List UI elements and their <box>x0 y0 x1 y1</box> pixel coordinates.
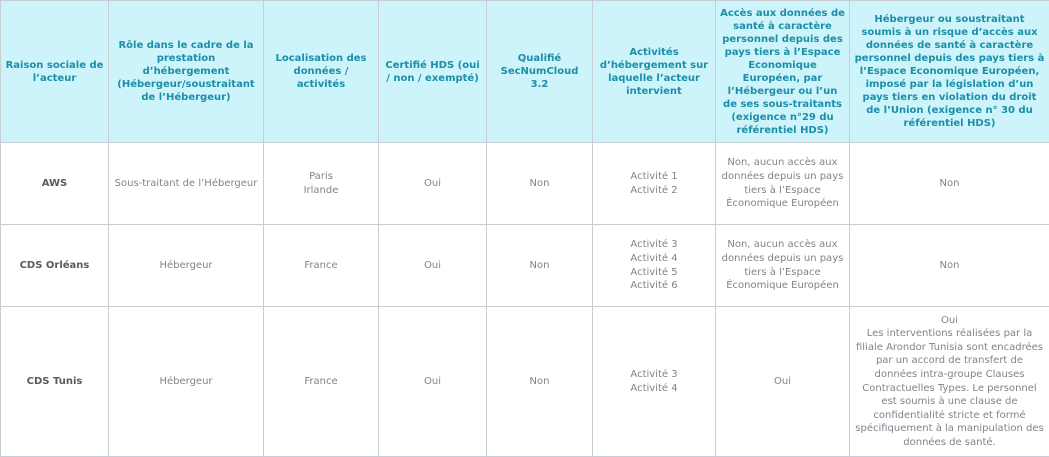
risk-cell: Non <box>850 143 1049 225</box>
risk-cell: Non <box>850 225 1049 307</box>
access-cell: Non, aucun accès aux données depuis un pays tiers à l’Espace Économique Européen <box>716 143 850 225</box>
activity-line: Activité 5 <box>597 266 711 280</box>
header-row <box>1 1 1049 143</box>
activity-line: Activité 6 <box>597 279 711 293</box>
company-name: CDS Orléans <box>1 225 109 307</box>
secnumcloud-cell: Non <box>487 225 593 307</box>
table-row <box>1 307 1049 457</box>
header-third-country-access: Accès aux données de santé à caractère personnel depuis des pays tiers à l’Espace Economique Européen, par l’Hébergeur ou l’un de ses sous-traitants (exigence n°29 du référentiel HDS) <box>716 1 850 143</box>
location-cell: France <box>264 307 379 457</box>
table-row <box>1 143 1049 225</box>
company-name: CDS Tunis <box>1 307 109 457</box>
activity-line: Activité 2 <box>597 184 711 198</box>
secnumcloud-cell: Non <box>487 143 593 225</box>
hds-cell: Oui <box>379 143 487 225</box>
header-activities: Activités d’hébergement sur laquelle l’acteur intervient <box>593 1 716 143</box>
activity-line: Activité 4 <box>597 252 711 266</box>
risk-detail: Les interventions réalisées par la filiale Arondor Tunisia sont encadrées par un accord de transfert de données intra-groupe Clauses Contractuelles Types. Le personnel est soumis à une clause de confidentialité stricte et formé spécifiquement à la manipulation des données de santé. <box>854 327 1045 449</box>
secnumcloud-cell: Non <box>487 307 593 457</box>
hds-cell: Oui <box>379 307 487 457</box>
location-cell <box>264 143 379 225</box>
activities-cell <box>593 225 716 307</box>
company-name: AWS <box>1 143 109 225</box>
role-cell: Hébergeur <box>109 225 264 307</box>
activity-line: Activité 4 <box>597 382 711 396</box>
hds-cell: Oui <box>379 225 487 307</box>
activity-line: Activité 3 <box>597 238 711 252</box>
table-row <box>1 225 1049 307</box>
activities-cell <box>593 307 716 457</box>
risk-answer: Oui <box>854 314 1045 328</box>
header-company-name: Raison sociale de l’acteur <box>1 1 109 143</box>
role-cell: Sous-traitant de l’Hébergeur <box>109 143 264 225</box>
access-cell: Non, aucun accès aux données depuis un pays tiers à l’Espace Économique Européen <box>716 225 850 307</box>
activity-line: Activité 3 <box>597 368 711 382</box>
header-location: Localisation des données / activités <box>264 1 379 143</box>
location-cell: France <box>264 225 379 307</box>
header-hds-certified: Certifié HDS (oui / non / exempté) <box>379 1 487 143</box>
header-role: Rôle dans le cadre de la prestation d’hébergement (Hébergeur/soustraitant de l’Hébergeur) <box>109 1 264 143</box>
risk-cell <box>850 307 1049 457</box>
access-cell: Oui <box>716 307 850 457</box>
activities-cell <box>593 143 716 225</box>
activity-line: Activité 1 <box>597 170 711 184</box>
header-secnumcloud: Qualifié SecNumCloud 3.2 <box>487 1 593 143</box>
location-line: Paris <box>268 170 374 184</box>
header-third-country-risk: Hébergeur ou soustraitant soumis à un risque d’accès aux données de santé à caractère personnel depuis des pays tiers à l’Espace Economique Européen, imposé par la législation d’un pays tiers en violation du droit de l’Union (exigence n° 30 du référentiel HDS) <box>850 1 1049 143</box>
location-line: Irlande <box>268 184 374 198</box>
role-cell: Hébergeur <box>109 307 264 457</box>
